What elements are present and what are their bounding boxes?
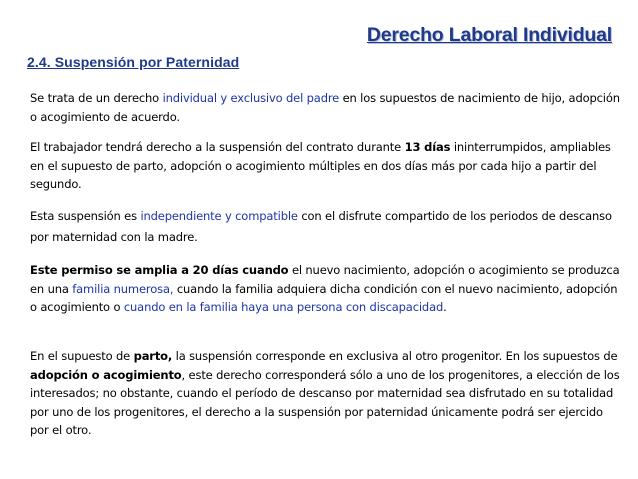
highlight-familia-numerosa: familia numerosa, (72, 281, 174, 296)
paragraph-parto (30, 347, 620, 440)
paragraph-duration (30, 138, 620, 194)
text: Esta suspensión es (30, 209, 141, 223)
text: cuando la familia adquiera dicha condición con el nuevo nacimiento, adopción o acogimiento o (30, 281, 618, 314)
text: El trabajador tendrá derecho a la suspensión del contrato durante (30, 140, 405, 154)
text: En el supuesto de (30, 349, 134, 363)
bold-adopcion: adopción o acogimiento (30, 367, 182, 382)
highlight-independiente: independiente y compatible (140, 209, 298, 223)
text: el nuevo nacimiento, adopción o acogimiento se produzca en una (30, 263, 620, 296)
text: Se trata de un derecho (30, 91, 163, 105)
text: la suspensión corresponde en exclusiva al otro progenitor. En los supuestos de (172, 349, 618, 363)
text: , este derecho corresponderá sólo a uno de los progenitores, a elección de los interesados; no obstante, cuando el período de descanso por maternidad sea disfrutado en su totalidad por uno de los progenitores, el derecho a la suspensión por paternidad únicamente podrá ser ejercido por el otro. (30, 367, 620, 437)
paragraph-compatibility (30, 206, 620, 248)
slide-title: Derecho Laboral Individual (366, 24, 612, 46)
paragraph-definition (30, 89, 620, 126)
text: . (443, 300, 447, 314)
text: en los supuestos de nacimiento de hijo, adopción o acogimiento de acuerdo. (30, 91, 620, 124)
highlight-discapacidad: cuando en la familia haya una persona con discapacidad (123, 300, 444, 314)
text: con el disfrute compartido de los periodos de descanso por maternidad con la madre. (30, 209, 612, 244)
highlight-individual: individual y exclusivo del padre (162, 91, 340, 105)
paragraph-extension (30, 261, 620, 317)
text: ininterrumpidos, ampliables en el supuesto de parto, adopción o acogimiento múltiples en dos días más por cada hijo a partir del segundo. (30, 140, 611, 191)
bold-parto: parto, (133, 349, 173, 363)
bold-13-dias: 13 días (404, 140, 451, 154)
bold-20-dias: Este permiso se amplia a 20 días cuando (30, 263, 289, 277)
section-heading: 2.4. Suspensión por Paternidad (27, 54, 240, 70)
